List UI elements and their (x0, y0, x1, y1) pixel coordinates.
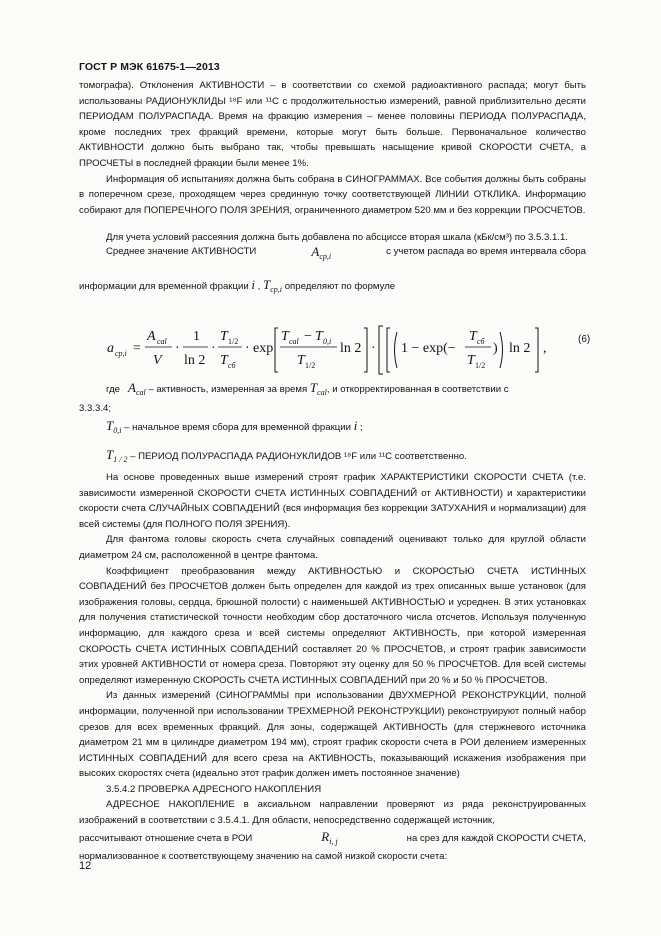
fraction-i: i (251, 276, 256, 292)
svg-text:1: 1 (193, 329, 200, 344)
svg-text:a: a (107, 341, 114, 356)
symbol-T0i: T (106, 418, 114, 434)
svg-text:cб: cб (228, 361, 236, 370)
activity-definition: Среднее значение АКТИВНОСТИ $A_{cp,i}$ с учетом распада во время интервала сбора информации для временной фракции i , $T_{cp,i}$ определяют по формуле (79, 244, 586, 294)
svg-text:T: T (469, 329, 477, 344)
svg-text:T: T (281, 329, 289, 344)
symbol-T-half-sub: 1 / 2 (113, 454, 128, 464)
symbol-i: i (353, 418, 358, 434)
svg-text:T: T (315, 329, 323, 344)
svg-text:cal: cal (157, 337, 167, 346)
symbol-T0i-sub: 0,i (113, 426, 122, 436)
svg-text:,: , (543, 341, 547, 356)
activity-line2-suffix: определяют по формуле (284, 280, 396, 292)
where-label: где (106, 384, 121, 395)
svg-text:): ) (493, 341, 498, 356)
symbol-R-sub: i, j (329, 836, 338, 846)
svg-text:ln 2: ln 2 (340, 341, 362, 356)
legend-text: , и откорректированная в соответствии с (326, 384, 509, 395)
formula-legend (79, 380, 586, 467)
section-heading: 3.5.4.2 ПРОВЕРКА АДРЕСНОГО НАКОПЛЕНИЯ (106, 783, 322, 795)
svg-text:ln 2: ln 2 (184, 353, 206, 368)
svg-text:cб: cб (477, 337, 485, 346)
paragraph: Для фантома головы скорость счета случайных совпадений оценивают только для круглой области диаметром 24 см, расположенной в центре фантома. (79, 534, 586, 561)
svg-text:·: · (245, 341, 250, 356)
svg-text:·: · (175, 341, 180, 356)
svg-text:V: V (153, 353, 162, 368)
activity-symbol: A (311, 244, 320, 259)
svg-text:·: · (371, 341, 376, 356)
svg-text:T: T (467, 353, 475, 368)
legend-text: ; (359, 422, 363, 434)
symbol-T-half: T (106, 446, 114, 462)
standard-header: ГОСТ Р МЭК 61675-1—2013 (79, 61, 220, 73)
svg-text:1/2: 1/2 (228, 337, 239, 346)
svg-text:1 − exp(−: 1 − exp(− (401, 341, 456, 356)
paragraph: Для учета условий рассеяния должна быть добавлена по абсциссе вторая шкала (кБк/см³) по 3.5.3.1.1. (106, 232, 568, 244)
svg-text:=: = (133, 341, 141, 356)
legend-text: – активность, измеренная за время (148, 384, 308, 395)
svg-text:T: T (297, 353, 305, 368)
symbol-T-cal-sub: cal (317, 388, 327, 397)
roi-suffix: на срез для каждой СКОРОСТИ СЧЕТА, (406, 832, 586, 844)
svg-text:1/2: 1/2 (305, 361, 316, 370)
symbol-A-cal: A (128, 380, 136, 395)
svg-text:ln 2: ln 2 (509, 341, 531, 356)
paragraph: нормализованное к соответствующему значению на самой низкой скорости счета: (79, 851, 448, 863)
roi-prefix: рассчитывают отношение счета в РОИ (79, 832, 253, 844)
paragraph: На основе проведенных выше измерений строят график ХАРАКТЕРИСТИКИ СКОРОСТИ СЧЕТА (т.е. зависимости измеренной СКОРОСТИ СЧЕТА ИСТИННЫХ СОВПАДЕНИЙ от АКТИВНОСТИ) и характеристики скорости счета СЛУЧАЙНЫХ СОВПАДЕНИЙ (вся информация без коррекции ЗАТУХАНИЯ и нормализации) для всей системы (для ПОЛНОГО ПОЛЯ ЗРЕНИЯ). (79, 472, 586, 530)
svg-text:T: T (220, 353, 228, 368)
svg-text:cp,i: cp,i (115, 349, 127, 358)
paragraph: АДРЕСНОЕ НАКОПЛЕНИЕ в аксиальном направлении проверяют из ряда реконструированных изображений в соответствии с 3.5.4.1. Для области, непосредственно содержащей источник, (79, 799, 586, 827)
time-symbol-sub: cp,i (270, 284, 283, 294)
activity-line2-prefix: информации для временной фракции (79, 280, 249, 292)
paragraph: Из данных измерений (СИНОГРАММЫ при использовании ДВУХМЕРНОЙ РЕКОНСТРУКЦИИ, полной информации, полученной при использовании ТРЕХМЕРНОЙ РЕКОНСТРУКЦИИ) реконструируют полный набор срезов для всех временных фракций. Для зоны, содержащей АКТИВНОСТЬ (для стержневого источника диаметром 21 мм в цилиндре диаметром 194 мм), строят график скорости счета в РОИ делением измеренных ИСТИННЫХ СОВПАДЕНИЙ для всего среза на АКТИВНОСТЬ, показывающий искажения изображения при высоких скоростях счета (идеально этот график должен иметь постоянное значение) (79, 690, 586, 780)
svg-text:−: − (304, 329, 312, 344)
svg-text:cal: cal (289, 337, 299, 346)
roi-line (79, 829, 586, 850)
equation-number: (6) (578, 334, 591, 345)
svg-text:T: T (220, 329, 228, 344)
symbol-R: R (321, 828, 330, 844)
symbol-T-cal: T (309, 380, 318, 395)
svg-text:1/2: 1/2 (475, 361, 486, 370)
symbol-A-cal-sub: cal (135, 388, 146, 397)
svg-text:·: · (211, 341, 216, 356)
page-number: 12 (79, 860, 92, 872)
time-symbol: T (263, 276, 271, 292)
svg-text:0,i: 0,i (323, 337, 332, 346)
svg-text:exp: exp (253, 341, 274, 356)
activity-line-prefix: Среднее значение АКТИВНОСТИ (106, 246, 257, 257)
main-text (79, 470, 586, 865)
activity-symbol-sub: cp,i (319, 252, 332, 261)
legend-text: – ПЕРИОД ПОЛУРАСПАДА РАДИОНУКЛИДОВ ¹⁸F или ¹¹C соответственно. (130, 450, 467, 462)
legend-continuation: 3.3.3.4; (79, 402, 112, 414)
legend-text: – начальное время сбора для временной фракции (124, 422, 352, 434)
paragraph: томографа). Отклонения АКТИВНОСТИ – в соответствии со схемой радиоактивного распада; могут быть использованы РАДИОНУКЛИДЫ ¹⁸F или ¹¹C с продолжительностью измерений, равной приблизительно десяти ПЕРИОДАМ ПОЛУРАСПАДА. Время на фракцию измерения – менее половины ПЕРИОДА ПОЛУРАСПАДА, кроме последних трех фракций времени, которые могут быть больше. Первоначальное количество АКТИВНОСТИ должно быть выбрано так, чтобы превышать насыщение кривой СКОРОСТИ СЧЕТА, а ПРОСЧЕТЫ в последней фракции были менее 1%. (79, 80, 586, 169)
intro-text (79, 78, 586, 246)
paragraph: Информация об испытаниях должна быть собрана в СИНОГРАММАХ. Все события должны быть собраны в поперечном срезе, проходящем через срединную точку соответствующей ЛИНИИ ОТКЛИКА. Информацию собирают для ПОПЕРЕЧНОГО ПОЛЯ ЗРЕНИЯ, ограниченного диаметром 520 мм и без коррекции ПРОСЧЕТОВ. (79, 173, 586, 216)
activity-line-suffix: с учетом распада во время интервала сбора (386, 246, 586, 257)
svg-text:A: A (147, 329, 156, 344)
decay-formula (107, 318, 617, 378)
paragraph: Коэффициент преобразования между АКТИВНОСТЬЮ и СКОРОСТЬЮ СЧЕТА ИСТИННЫХ СОВПАДЕНИЙ без ПРОСЧЕТОВ должен быть определен для каждой из трех описанных выше установок (для изображения головы, сердца, брюшной полости) с наименьшей АКТИВНОСТЬЮ и усреднен. В этих установках для получения статистической точности необходим сбор достаточного числа отсчетов. Используя полученную информацию, для каждого среза и всей системы определяют АКТИВНОСТЬ, при которой измеренная СКОРОСТЬ СЧЕТА ИСТИННЫХ СОВПАДЕНИЙ составляет 20 % ПРОСЧЕТОВ, и строят график зависимости этих уровней АКТИВНОСТИ от номера среза. Повторяют эту оценку для 50 % ПРОСЧЕТОВ. Для всей системы определяют измеренную СКОРОСТЬ СЧЕТА ИСТИННЫХ СОВПАДЕНИЙ при 20 % и 50 % ПРОСЧЕТОВ. (79, 565, 586, 686)
